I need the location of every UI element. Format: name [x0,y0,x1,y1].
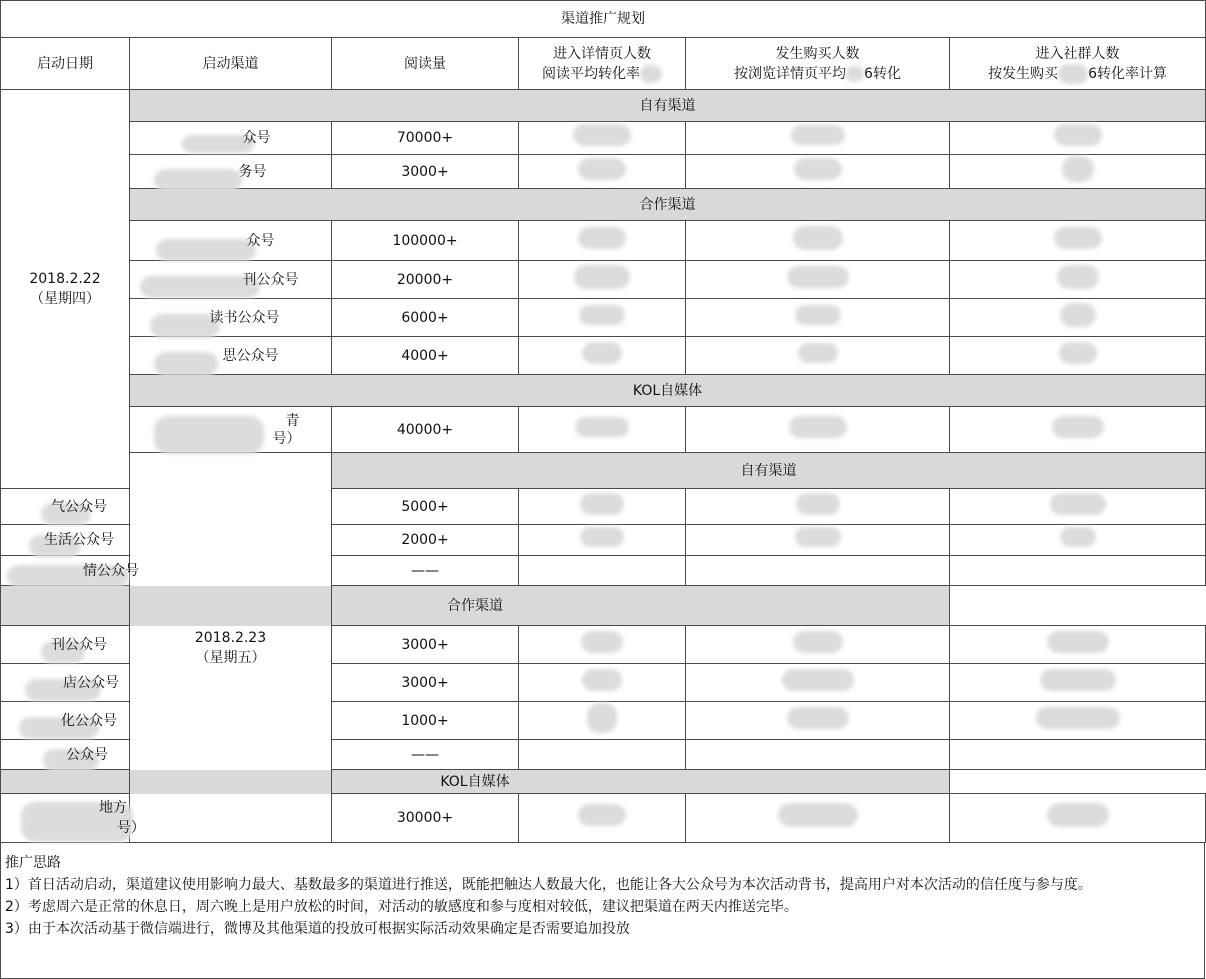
redaction-blur [587,703,617,733]
header-buy-line2-tail: 6转化 [864,65,901,82]
redaction-blur [1036,707,1120,729]
section-coop-day1: 合作渠道 [130,189,1206,221]
reads-value: —— [332,556,519,586]
redaction-blur [791,125,845,145]
table-title: 渠道推广规划 [1,1,1206,38]
table-row [1,337,1206,375]
redaction-blur [1058,64,1088,84]
header-group-line2-tail: 6转化率计算 [1088,65,1167,82]
redaction-blur [156,239,256,261]
table-row [1,155,1206,189]
channel-name-cell [130,299,332,337]
redaction-blur [1062,156,1094,182]
date-day1: 2018.2.22 [29,271,101,287]
redaction-blur [581,631,623,653]
redaction-blur [582,342,622,364]
redaction-blur [1047,631,1109,653]
notes-item-1: 1）首日活动启动，渠道建议使用影响力最大、基数最多的渠道进行推送，既能把触达人数最大化，也能让各大公众号为本次活动背书，提高用户对本次活动的信任度与参与度。 [5,877,1092,893]
header-reads: 阅读量 [332,38,519,90]
channel-name-cell [130,407,332,453]
header-channel: 启动渠道 [130,38,332,90]
reads-value: —— [332,740,519,770]
redaction-blur [1057,265,1099,289]
notes-item-3: 3）由于本次活动基于微信端进行，微博及其他渠道的投放可根据实际活动效果确定是否需要追加投放 [5,921,630,937]
channel-name: 刊公众号 [51,636,107,653]
channel-name-cell [130,155,332,189]
redaction-blur [580,493,624,515]
channel-name: 刊公众号 [242,271,299,288]
reads-value: 5000+ [332,489,519,525]
table-row [1,407,1206,453]
table-row [1,221,1206,261]
weekday-day1: （星期四） [30,291,100,307]
channel-name-cell [1,489,130,525]
channel-name: 气公众号 [51,498,107,515]
notes-item-2: 2）考虑周六是正常的休息日，周六晚上是用户放松的时间，对活动的敏感度和参与度相对较低，建议把渠道在两天内推送完毕。 [5,899,798,915]
channel-name: 读书公众号 [209,309,280,326]
table-row [1,122,1206,155]
section-own-day2: 自有渠道 [332,453,1206,489]
section-coop-day2: 合作渠道 [1,586,950,626]
weekday-day2: （星期五） [195,649,266,666]
section-kol-day1: KOL自媒体 [130,375,1206,407]
section-own-day1: 自有渠道 [130,90,1206,122]
header-buy [686,38,950,90]
redaction-blur [578,227,626,249]
channel-name: 公众号 [66,746,108,763]
channel-name: 众号 [242,130,271,146]
redaction-blur [787,266,849,288]
redaction-blur [1040,669,1116,691]
channel-name: 务号 [238,163,267,180]
redaction-blur [778,803,858,827]
redaction-blur [580,527,624,547]
reads-value: 40000+ [332,407,519,453]
redaction-blur [787,707,849,729]
reads-value: 100000+ [332,221,519,261]
table-row [1,299,1206,337]
notes-title: 推广思路 [5,855,61,871]
channel-name-cell [1,626,130,664]
channel-name-cell [1,556,139,586]
header-group-line1: 进入社群人数 [1035,45,1120,62]
redaction-blur [579,305,625,325]
redaction-blur [793,631,843,653]
reads-value: 70000+ [332,122,519,155]
channel-name-cell [1,525,130,556]
redaction-blur [154,169,242,191]
reads-value: 1000+ [332,702,519,740]
header-buy-line1: 发生购买人数 [775,45,860,62]
redaction-blur [640,65,662,83]
channel-name: 众号 [246,232,275,249]
redaction-blur [795,305,841,325]
channel-name: 生活公众号 [44,532,114,548]
kol-name-line1: 青 [285,412,300,429]
redaction-blur [798,343,838,363]
channel-name: 思公众号 [222,347,279,364]
reads-value: 4000+ [332,337,519,375]
header-detail-line1: 进入详情页人数 [553,45,651,62]
redaction-blur [578,804,626,826]
redaction-blur [789,416,847,438]
channel-name: 化公众号 [61,712,117,729]
redaction-blur [794,158,842,180]
header-buy-line2: 按浏览详情页平均 [734,65,847,82]
redaction-blur [793,226,843,250]
header-group [950,38,1206,90]
reads-value: 6000+ [332,299,519,337]
date-cell-day1 [1,90,130,489]
channel-name-cell [130,122,332,155]
redaction-blur [575,417,629,437]
reads-value: 3000+ [332,664,519,702]
channel-name: 情公众号 [83,562,139,579]
kol-name-line1: 地方 [99,800,127,816]
header-date: 启动日期 [1,38,130,90]
header-detail-line2: 阅读平均转化率 [542,65,640,82]
channel-name-cell [1,740,130,770]
section-kol-day2: KOL自媒体 [1,770,950,794]
redaction-blur [795,527,841,547]
redaction-blur [578,158,626,180]
table-row [1,261,1206,299]
redaction-blur [796,493,840,515]
redaction-blur [1059,342,1097,364]
redaction-blur [1054,124,1102,146]
redaction-blur [1060,527,1096,547]
channel-name-cell [1,664,130,702]
reads-value: 3000+ [332,155,519,189]
channel-name-cell [130,221,332,261]
redaction-blur [782,669,854,691]
redaction-blur [1060,303,1096,327]
kol-name-line2: 号） [272,430,301,447]
date-day2: 2018.2.23 [194,629,267,646]
redaction-blur [846,66,864,82]
redaction-blur [573,124,631,146]
reads-value: 20000+ [332,261,519,299]
promotion-notes [0,842,1205,979]
header-group-line2: 按发生购买 [988,65,1059,82]
channel-name-cell [130,261,332,299]
redaction-blur [1054,227,1102,249]
redaction-blur [154,352,218,376]
redaction-blur [582,669,622,691]
redaction-blur [154,416,264,454]
redaction-blur [1050,493,1106,515]
channel-name-cell [1,794,145,843]
header-row [1,38,1206,90]
reads-value: 30000+ [332,794,519,843]
kol-name-line2: 号） [117,820,145,836]
channel-name-cell [1,702,130,740]
channel-name: 店公众号 [63,674,119,691]
reads-value: 2000+ [332,525,519,556]
redaction-blur [1052,416,1104,438]
channel-name-cell [130,337,332,375]
header-detail [519,38,686,90]
redaction-blur [574,265,630,289]
redaction-blur [1047,803,1109,827]
reads-value: 3000+ [332,626,519,664]
